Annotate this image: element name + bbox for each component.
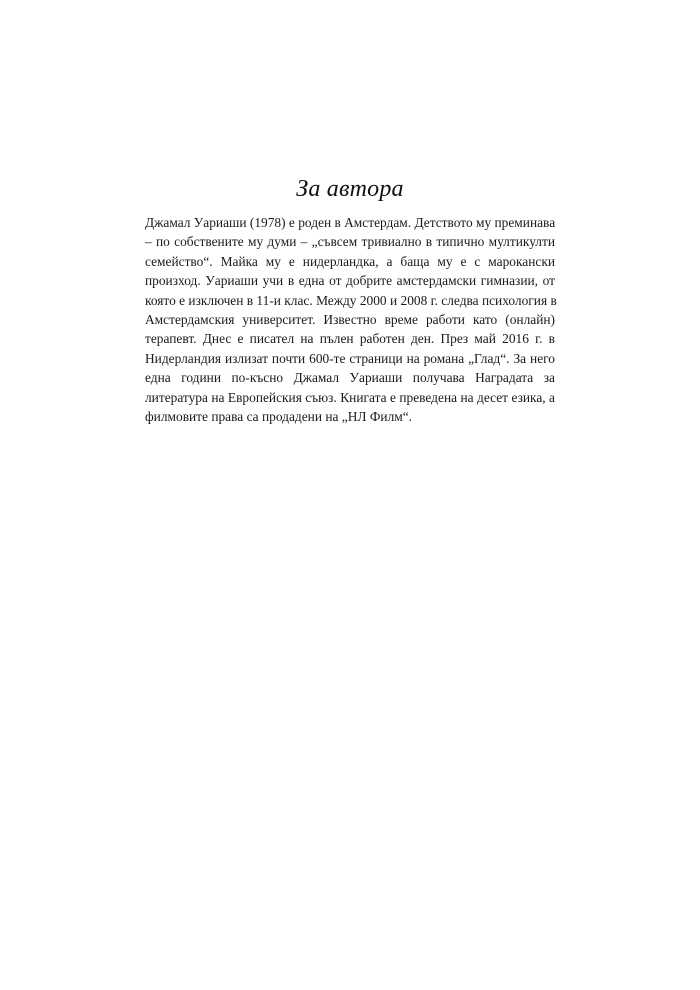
bio-line-5: която е изключен в 11-и клас. Между 2000 и 2008 г. следва психология в	[145, 292, 557, 308]
bio-line-7: терапевт. Днес е писател на пълен работен ден. През май 2016 г. в	[145, 331, 555, 347]
author-bio-paragraph	[145, 213, 555, 426]
bio-line-4: произход. Уариаши учи в една от добрите амстердамски гимназии, от	[145, 273, 555, 289]
bio-line-6: Амстердамския университет. Известно време работи като (онлайн)	[145, 311, 555, 327]
bio-line-9: една години по-късно Джамал Уариаши получава Наградата за	[145, 370, 555, 386]
page-title: За автора	[296, 176, 404, 202]
bio-line-2: – по собствените му думи – „съвсем тривиално в типично мултикулти	[145, 234, 555, 250]
bio-line-10: литература на Европейския съюз. Книгата е преведена на десет езика, а	[145, 389, 555, 405]
bio-line-11: филмовите права са продадени на „НЛ Филм“.	[145, 408, 413, 424]
bio-line-8: Нидерландия излизат почти 600-те страници на романа „Глад“. За него	[145, 350, 555, 366]
bio-line-3: семейство“. Майка му е нидерландка, а баща му е с марокански	[145, 253, 555, 269]
bio-line-1: Джамал Уариаши (1978) е роден в Амстердам. Детството му преминава	[145, 215, 556, 230]
